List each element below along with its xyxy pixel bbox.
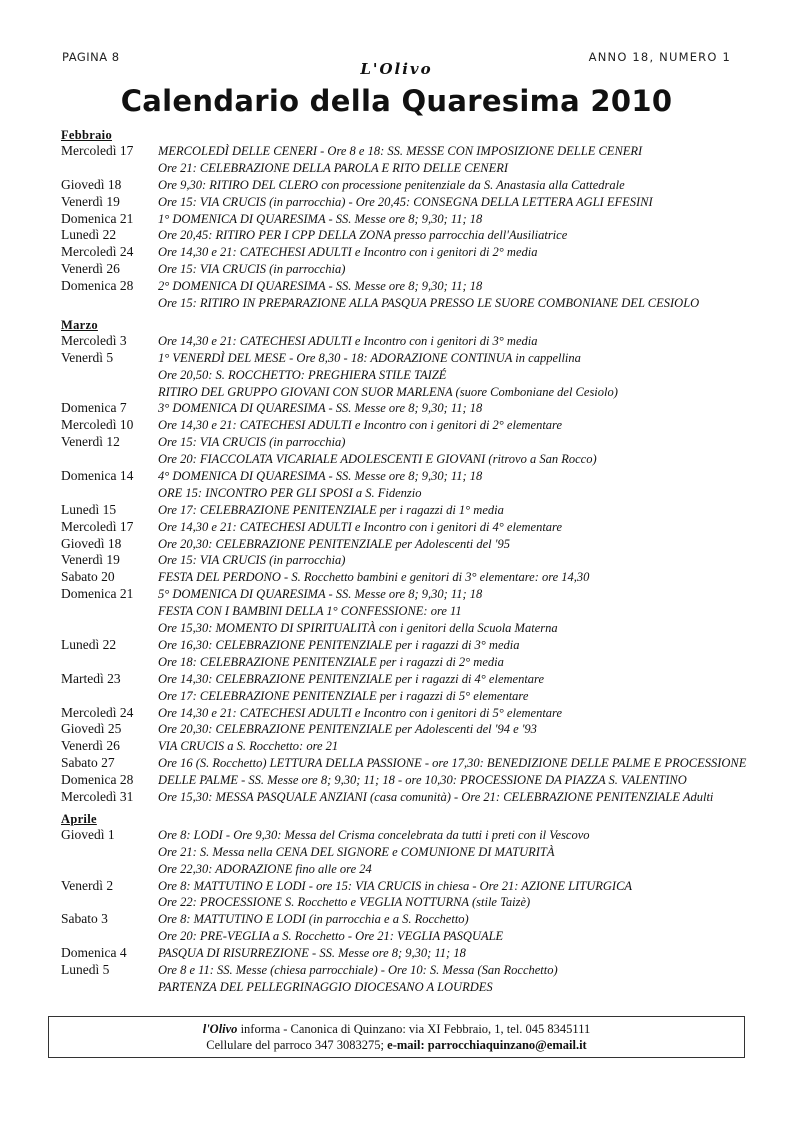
calendar-day: Mercoledì 3 bbox=[61, 332, 127, 348]
calendar-day bbox=[61, 688, 158, 705]
masthead-logo: L'Olivo bbox=[360, 60, 433, 78]
calendar-row bbox=[61, 586, 751, 603]
calendar-row bbox=[61, 417, 751, 434]
calendar-row bbox=[61, 844, 751, 861]
calendar-event: Ore 15: RITIRO IN PREPARAZIONE ALLA PASQUA PRESSO LE SUORE COMBONIANE DEL CESIOLO bbox=[158, 296, 700, 311]
calendar-row bbox=[61, 367, 751, 384]
calendar-day: Giovedì 1 bbox=[61, 826, 115, 842]
calendar-day: Lunedì 5 bbox=[61, 961, 110, 977]
calendar-row bbox=[61, 962, 751, 979]
calendar-event: Ore 15: VIA CRUCIS (in parrocchia) bbox=[158, 262, 346, 277]
calendar-event: Ore 15,30: MOMENTO DI SPIRITUALITÀ con i genitori della Scuola Materna bbox=[158, 621, 558, 636]
calendar-row bbox=[61, 278, 751, 295]
calendar-row bbox=[61, 878, 751, 895]
calendar-event: Ore 20: FIACCOLATA VICARIALE ADOLESCENTI E GIOVANI (ritrovo a San Rocco) bbox=[158, 452, 597, 467]
calendar-day: Sabato 3 bbox=[61, 911, 108, 927]
calendar-day bbox=[61, 894, 158, 911]
lent-calendar bbox=[61, 128, 751, 996]
calendar-row bbox=[61, 468, 751, 485]
calendar-row bbox=[61, 928, 751, 945]
calendar-row bbox=[61, 789, 751, 806]
calendar-event: Ore 14,30: CELEBRAZIONE PENITENZIALE per i ragazzi di 4° elementare bbox=[158, 671, 544, 686]
calendar-event: Ore 20,30: CELEBRAZIONE PENITENZIALE per Adolescenti del '94 e '93 bbox=[158, 722, 537, 737]
calendar-row bbox=[61, 569, 751, 586]
calendar-row bbox=[61, 721, 751, 738]
calendar-event: Ore 14,30 e 21: CATECHESI ADULTI e Incontro con i genitori di 4° elementare bbox=[158, 519, 562, 534]
calendar-day: Giovedì 18 bbox=[61, 176, 122, 192]
month-heading: Aprile bbox=[61, 811, 97, 826]
calendar-day bbox=[61, 928, 158, 945]
calendar-day bbox=[61, 620, 158, 637]
calendar-day bbox=[61, 384, 158, 401]
calendar-day: Venerdì 12 bbox=[61, 434, 120, 450]
calendar-day: Mercoledì 31 bbox=[61, 788, 134, 804]
calendar-row bbox=[61, 261, 751, 278]
calendar-day: Lunedì 22 bbox=[61, 227, 117, 243]
calendar-row bbox=[61, 738, 751, 755]
page-title: Calendario della Quaresima 2010 bbox=[120, 84, 673, 118]
calendar-row bbox=[61, 451, 751, 468]
calendar-day: Mercoledì 24 bbox=[61, 704, 134, 720]
calendar-day: Giovedì 18 bbox=[61, 535, 122, 551]
calendar-row bbox=[61, 654, 751, 671]
calendar-day: Sabato 20 bbox=[61, 569, 115, 585]
calendar-event: Ore 9,30: RITIRO DEL CLERO con processione penitenziale da S. Anastasia alla Cattedrale bbox=[158, 177, 625, 192]
calendar-day: Mercoledì 10 bbox=[61, 417, 134, 433]
calendar-event: Ore 16,30: CELEBRAZIONE PENITENZIALE per i ragazzi di 3° media bbox=[158, 637, 520, 652]
calendar-day: Martedì 23 bbox=[61, 670, 121, 686]
calendar-event: DELLE PALME - SS. Messe ore 8; 9,30; 11; 18 - ore 10,30: PROCESSIONE DA PIAZZA S. VALENTINO bbox=[158, 773, 687, 788]
calendar-row bbox=[61, 637, 751, 654]
calendar-event: MERCOLEDÌ DELLE CENERI - Ore 8 e 18: SS. MESSE CON IMPOSIZIONE DELLE CENERI bbox=[158, 144, 643, 158]
calendar-event: Ore 22,30: ADORAZIONE fino alle ore 24 bbox=[158, 861, 372, 876]
calendar-day bbox=[61, 160, 158, 177]
calendar-day bbox=[61, 451, 158, 468]
calendar-row bbox=[61, 755, 751, 772]
calendar-row bbox=[61, 772, 751, 789]
page-number: PAGINA 8 bbox=[62, 50, 120, 64]
calendar-event: Ore 21: S. Messa nella CENA DEL SIGNORE e COMUNIONE DI MATURITÀ bbox=[158, 844, 555, 859]
calendar-day bbox=[61, 654, 158, 671]
calendar-day: Domenica 7 bbox=[61, 400, 127, 416]
calendar-row bbox=[61, 211, 751, 228]
footer-brand: l'Olivo bbox=[202, 1022, 238, 1036]
calendar-day: Mercoledì 17 bbox=[61, 143, 134, 158]
calendar-event: Ore 17: CELEBRAZIONE PENITENZIALE per i ragazzi di 5° elementare bbox=[158, 688, 529, 703]
calendar-day bbox=[61, 844, 158, 861]
calendar-row bbox=[61, 827, 751, 844]
calendar-event: 3° DOMENICA DI QUARESIMA - SS. Messe ore 8; 9,30; 11; 18 bbox=[158, 401, 483, 416]
calendar-row bbox=[61, 552, 751, 569]
calendar-event: Ore 15: VIA CRUCIS (in parrocchia) bbox=[158, 435, 346, 450]
month-heading: Febbraio bbox=[61, 128, 113, 142]
calendar-row bbox=[61, 911, 751, 928]
issue-number: ANNO 18, NUMERO 1 bbox=[588, 50, 731, 64]
calendar-day: Venerdì 5 bbox=[61, 349, 114, 365]
calendar-day: Venerdì 19 bbox=[61, 193, 120, 209]
calendar-event: Ore 15: VIA CRUCIS (in parrocchia) bbox=[158, 553, 346, 568]
calendar-day: Lunedì 15 bbox=[61, 501, 117, 517]
calendar-row bbox=[61, 194, 751, 211]
calendar-row bbox=[61, 143, 751, 160]
calendar-day bbox=[61, 485, 158, 502]
calendar-row bbox=[61, 333, 751, 350]
calendar-day: Venerdì 19 bbox=[61, 552, 120, 568]
calendar-day bbox=[61, 603, 158, 620]
footer-email: e-mail: parrocchiaquinzano@email.it bbox=[387, 1038, 587, 1052]
calendar-event: PASQUA DI RISURREZIONE - SS. Messe ore 8; 9,30; 11; 18 bbox=[158, 946, 466, 961]
calendar-event: Ore 15,30: MESSA PASQUALE ANZIANI (casa comunità) - Ore 21: CELEBRAZIONE PENITENZIALE Adulti bbox=[158, 789, 714, 804]
calendar-day: Sabato 27 bbox=[61, 755, 115, 771]
footer-info-box bbox=[48, 1016, 745, 1058]
calendar-day bbox=[61, 861, 158, 878]
calendar-row bbox=[61, 688, 751, 705]
calendar-event: Ore 20,50: S. ROCCHETTO: PREGHIERA STILE TAIZÉ bbox=[158, 367, 447, 382]
calendar-event: 5° DOMENICA DI QUARESIMA - SS. Messe ore 8; 9,30; 11; 18 bbox=[158, 587, 483, 602]
calendar-event: 1° DOMENICA DI QUARESIMA - SS. Messe ore 8; 9,30; 11; 18 bbox=[158, 211, 483, 226]
calendar-day: Giovedì 25 bbox=[61, 721, 122, 737]
calendar-row bbox=[61, 519, 751, 536]
calendar-row bbox=[61, 620, 751, 637]
calendar-event: Ore 14,30 e 21: CATECHESI ADULTI e Incontro con i genitori di 2° elementare bbox=[158, 418, 562, 433]
calendar-day bbox=[61, 295, 158, 312]
calendar-day: Domenica 14 bbox=[61, 468, 134, 484]
calendar-day: Mercoledì 17 bbox=[61, 518, 134, 534]
calendar-day: Venerdì 26 bbox=[61, 261, 120, 277]
calendar-event: Ore 8: MATTUTINO E LODI (in parrocchia e a S. Rocchetto) bbox=[158, 912, 469, 927]
calendar-event: Ore 21: CELEBRAZIONE DELLA PAROLA E RITO DELLE CENERI bbox=[158, 160, 509, 175]
calendar-event: Ore 8 e 11: SS. Messe (chiesa parrocchiale) - Ore 10: S. Messa (San Rocchetto) bbox=[158, 962, 558, 977]
calendar-event: Ore 18: CELEBRAZIONE PENITENZIALE per i ragazzi di 2° media bbox=[158, 654, 504, 669]
calendar-event: Ore 14,30 e 21: CATECHESI ADULTI e Incontro con i genitori di 3° media bbox=[158, 333, 538, 348]
month-heading: Marzo bbox=[61, 317, 98, 332]
calendar-event: Ore 20,45: RITIRO PER I CPP DELLA ZONA presso parrocchia dell'Ausiliatrice bbox=[158, 228, 568, 243]
calendar-day: Domenica 28 bbox=[61, 772, 134, 788]
calendar-row bbox=[61, 160, 751, 177]
calendar-row bbox=[61, 705, 751, 722]
calendar-day bbox=[61, 367, 158, 384]
calendar-event: Ore 14,30 e 21: CATECHESI ADULTI e Incontro con i genitori di 5° elementare bbox=[158, 705, 562, 720]
footer-address: informa - Canonica di Quinzano: via XI Febbraio, 1, tel. 045 8345111 bbox=[237, 1022, 591, 1036]
calendar-event: FESTA CON I BAMBINI DELLA 1° CONFESSIONE: ore 11 bbox=[158, 604, 462, 619]
footer-line-2 bbox=[49, 1037, 744, 1053]
calendar-row bbox=[61, 502, 751, 519]
calendar-row bbox=[61, 295, 751, 312]
calendar-event: ORE 15: INCONTRO PER GLI SPOSI a S. Fidenzio bbox=[158, 485, 422, 500]
calendar-day: Domenica 4 bbox=[61, 945, 127, 961]
calendar-event: VIA CRUCIS a S. Rocchetto: ore 21 bbox=[158, 739, 339, 754]
calendar-row bbox=[61, 350, 751, 367]
calendar-event: 2° DOMENICA DI QUARESIMA - SS. Messe ore 8; 9,30; 11; 18 bbox=[158, 279, 483, 294]
calendar-row bbox=[61, 227, 751, 244]
footer-phone: Cellulare del parroco 347 3083275; bbox=[206, 1038, 388, 1052]
calendar-event: Ore 20,30: CELEBRAZIONE PENITENZIALE per Adolescenti del '95 bbox=[158, 536, 510, 551]
calendar-row bbox=[61, 894, 751, 911]
calendar-event: Ore 22: PROCESSIONE S. Rocchetto e VEGLIA NOTTURNA (stile Taizè) bbox=[158, 895, 531, 910]
calendar-day: Domenica 21 bbox=[61, 210, 134, 226]
calendar-day: Mercoledì 24 bbox=[61, 244, 134, 260]
calendar-event: FESTA DEL PERDONO - S. Rocchetto bambini e genitori di 3° elementare: ore 14,30 bbox=[158, 570, 590, 585]
calendar-row bbox=[61, 671, 751, 688]
calendar-row bbox=[61, 485, 751, 502]
calendar-row bbox=[61, 177, 751, 194]
calendar-row bbox=[61, 945, 751, 962]
calendar-event: RITIRO DEL GRUPPO GIOVANI CON SUOR MARLENA (suore Comboniane del Cesiolo) bbox=[158, 384, 618, 399]
calendar-row bbox=[61, 244, 751, 261]
calendar-day: Domenica 28 bbox=[61, 278, 134, 294]
calendar-day: Venerdì 2 bbox=[61, 877, 114, 893]
calendar-row bbox=[61, 434, 751, 451]
calendar-event: Ore 16 (S. Rocchetto) LETTURA DELLA PASSIONE - ore 17,30: BENEDIZIONE DELLE PALME E PROCESSIONE bbox=[158, 756, 747, 771]
calendar-day: Lunedì 22 bbox=[61, 636, 117, 652]
calendar-day: Venerdì 26 bbox=[61, 738, 120, 754]
calendar-event: Ore 8: MATTUTINO E LODI - ore 15: VIA CRUCIS in chiesa - Ore 21: AZIONE LITURGICA bbox=[158, 878, 633, 893]
calendar-row bbox=[61, 536, 751, 553]
calendar-event: PARTENZA DEL PELLEGRINAGGIO DIOCESANO A LOURDES bbox=[158, 979, 493, 994]
calendar-event: Ore 20: PRE-VEGLIA a S. Rocchetto - Ore 21: VEGLIA PASQUALE bbox=[158, 929, 504, 944]
calendar-day: Domenica 21 bbox=[61, 586, 134, 602]
calendar-row bbox=[61, 384, 751, 401]
calendar-event: 4° DOMENICA DI QUARESIMA - SS. Messe ore 8; 9,30; 11; 18 bbox=[158, 469, 483, 484]
calendar-event: 1° VENERDÌ DEL MESE - Ore 8,30 - 18: ADORAZIONE CONTINUA in cappellina bbox=[158, 350, 581, 365]
calendar-row bbox=[61, 603, 751, 620]
footer-line-1 bbox=[49, 1021, 744, 1037]
calendar-event: Ore 8: LODI - Ore 9,30: Messa del Crisma concelebrata da tutti i preti con il Vescovo bbox=[158, 827, 590, 842]
calendar-day bbox=[61, 979, 158, 996]
calendar-row bbox=[61, 400, 751, 417]
calendar-row bbox=[61, 861, 751, 878]
calendar-row bbox=[61, 979, 751, 996]
calendar-event: Ore 14,30 e 21: CATECHESI ADULTI e Incontro con i genitori di 2° media bbox=[158, 245, 538, 260]
calendar-event: Ore 15: VIA CRUCIS (in parrocchia) - Ore 20,45: CONSEGNA DELLA LETTERA AGLI EFESINI bbox=[158, 194, 653, 209]
calendar-event: Ore 17: CELEBRAZIONE PENITENZIALE per i ragazzi di 1° media bbox=[158, 502, 504, 517]
